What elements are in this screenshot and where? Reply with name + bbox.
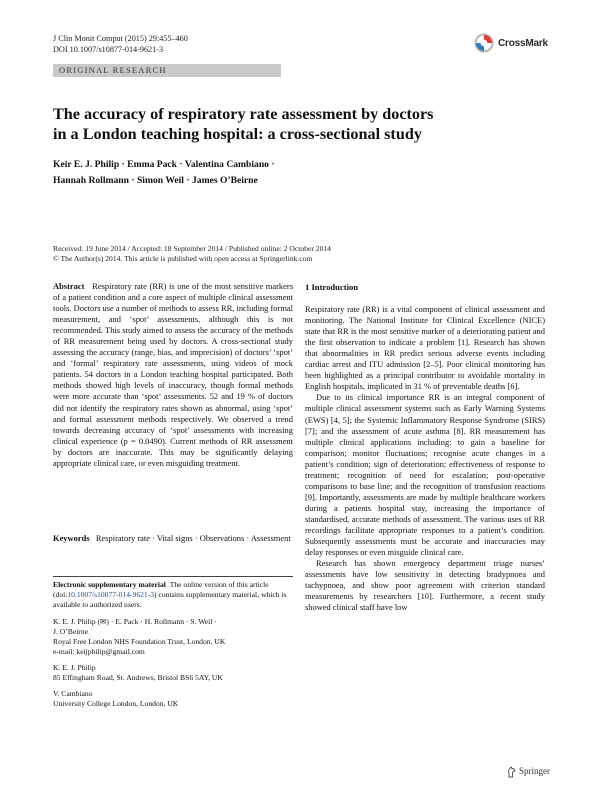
abstract-paragraph — [53, 281, 293, 469]
introduction-section — [305, 282, 545, 613]
affiliation-1-institution: Royal Free London NHS Foundation Trust, London, UK — [53, 637, 226, 646]
article-type-bar — [53, 64, 281, 77]
affiliation-3-institution: University College London, London, UK — [53, 699, 179, 708]
crossmark-label: CrossMark — [498, 38, 548, 49]
affiliation-block-3 — [53, 689, 293, 709]
title-line-2: in a London teaching hospital: a cross-sectional study — [53, 125, 422, 143]
footnote-divider — [53, 576, 293, 577]
keywords-heading: Keywords — [53, 533, 90, 543]
intro-paragraph-3: Research has shown emergency department triage nurses’ assessments have low sensitivity in detecting bradypnoea and tachypnoea, and show poor agreement with criterion standard measurements by researchers [10]. Furthermore, a recent study showed clinical staff have low — [305, 558, 545, 613]
journal-citation: J Clin Monit Comput (2015) 29:455–460 — [53, 34, 188, 43]
introduction-heading: 1 Introduction — [305, 282, 359, 292]
keywords-paragraph — [53, 533, 293, 544]
affiliation-1-email[interactable]: e-mail: keijphilip@gmail.com — [53, 647, 145, 656]
abstract-section — [53, 281, 293, 469]
authors-line-2: Hannah Rollmann · Simon Weil · James O’Beirne — [53, 174, 258, 186]
dates-line-1: Received: 19 June 2014 / Accepted: 18 September 2014 / Published online: 2 October 2014 — [53, 244, 331, 253]
title-line-1: The accuracy of respiratory rate assessment by doctors — [53, 105, 434, 123]
affiliation-3-author: V. Cambiano — [53, 689, 93, 698]
affiliation-1-authors: K. E. J. Philip (✉) · E. Pack · H. Rollmann · S. Weil · — [53, 617, 217, 626]
article-type-label: ORIGINAL RESEARCH — [59, 65, 167, 75]
article-title — [53, 104, 553, 144]
intro-paragraph-2: Due to its clinical importance RR is an integral component of multiple clinical assessment systems such as Early Warning Systems (EWS) [4, 5]; the Systemic Inflammatory Response Syndrome (SIRS) [7]; and the assessment of acute asthma [8]. RR measurement has multiple clinical applications including: to gain a baseline for comparison; monitor fluctuations; recognise acute changes in a patient’s condition; sign of deterioration; effectiveness of response to treatment; recognition of need for escalation; post-operative comparisons to base line; and the recognition of transfusion reactions [9]. Importantly, assessments are made by multiple healthcare workers during a patients hospital stay, increasing the importance of standardised, accurate methods of assessment. The various uses of RR recordings facilitate appropriate responses to a patient’s condition. Subsequently assessments must be accurate and inaccuracies may delay responses or even misguide clinical care. — [305, 392, 545, 558]
publisher-name: Springer — [519, 766, 550, 776]
esm-note — [53, 580, 293, 616]
intro-paragraph-1: Respiratory rate (RR) is a vital component of clinical assessment and monitoring. The National Institute for Clinical Excellence (NICE) state that RR is the most sensitive marker of a deteriorating patient and the first observation to indicate a problem [1]. Research has shown that abnormalities in RR predict serious adverse events including cardiac arrest and ITU admission [2–5]. Poor clinical monitoring has been highlighted as a principal contributor to avoidable mortality in English hospitals, implicated in 31 % of preventable deaths [6]. — [305, 304, 545, 392]
publication-dates — [53, 244, 553, 264]
esm-paragraph — [53, 580, 293, 610]
affiliation-1-authors-cont: J. O’Beirne — [53, 627, 89, 636]
affiliation-block-2 — [53, 663, 293, 683]
abstract-heading: Abstract — [53, 281, 85, 291]
esm-heading: Electronic supplementary material — [53, 580, 166, 589]
esm-text-after: ) contains supplementary material, which is available to authorized users. — [53, 590, 287, 609]
crossmark-badge[interactable] — [474, 33, 548, 55]
journal-header — [53, 33, 188, 55]
affiliation-2-author: K. E. J. Philip — [53, 663, 96, 672]
keywords-section — [53, 533, 293, 544]
copyright-line: © The Author(s) 2014. This article is published with open access at Springerlink.com — [53, 254, 313, 263]
affiliation-2-address: 85 Effingham Road, St. Andrews, Bristol BS6 5AY, UK — [53, 673, 223, 682]
author-list — [53, 157, 473, 188]
abstract-text: Respiratory rate (RR) is one of the most sensitive markers of a patient condition and a core aspect of multiple clinical assessment tools. Doctors use a number of methods to assess RR, including formal measurement, and ‘spot’ assessments, although this is not recommended. This study aimed to assess the accuracy of the methods of RR measurement being used by doctors. A cross-sectional study assessing the accuracy (range, bias, and imprecision) of doctors’ ‘spot’ and ‘formal’ respiratory rate assessments, using videos of mock patients. 54 doctors in a London teaching hospital participated. Both methods showed high levels of inaccuracy, though formal methods were more accurate than ‘spot’ assessments. 52 and 19 % of doctors did not identify the respiratory rates shown as abnormal, using ‘spot’ and formal assessment methods respectively. We observed a trend towards decreasing accuracy of ‘spot’ assessments with increasing clinical experience (p = 0.0490). Current methods of RR assessment by doctors are inaccurate. This may be significantly delaying appropriate clinical care, or even misguiding treatment. — [53, 281, 293, 468]
keywords-text: Respiratory rate · Vital signs · Observations · Assessment — [95, 533, 291, 543]
doi-line: DOI 10.1007/s10877-014-9621-3 — [53, 45, 164, 54]
esm-text-before: The online version of this article (doi: — [53, 580, 269, 599]
affiliation-block-1 — [53, 617, 293, 657]
esm-doi-link[interactable]: 10.1007/s10877-014-9621-3 — [67, 590, 155, 599]
crossmark-icon — [474, 33, 494, 53]
affiliations — [53, 617, 293, 715]
authors-line-1: Keir E. J. Philip · Emma Pack · Valentina Cambiano · — [53, 159, 275, 170]
publisher-logo — [506, 765, 576, 779]
springer-horse-icon — [506, 766, 517, 778]
